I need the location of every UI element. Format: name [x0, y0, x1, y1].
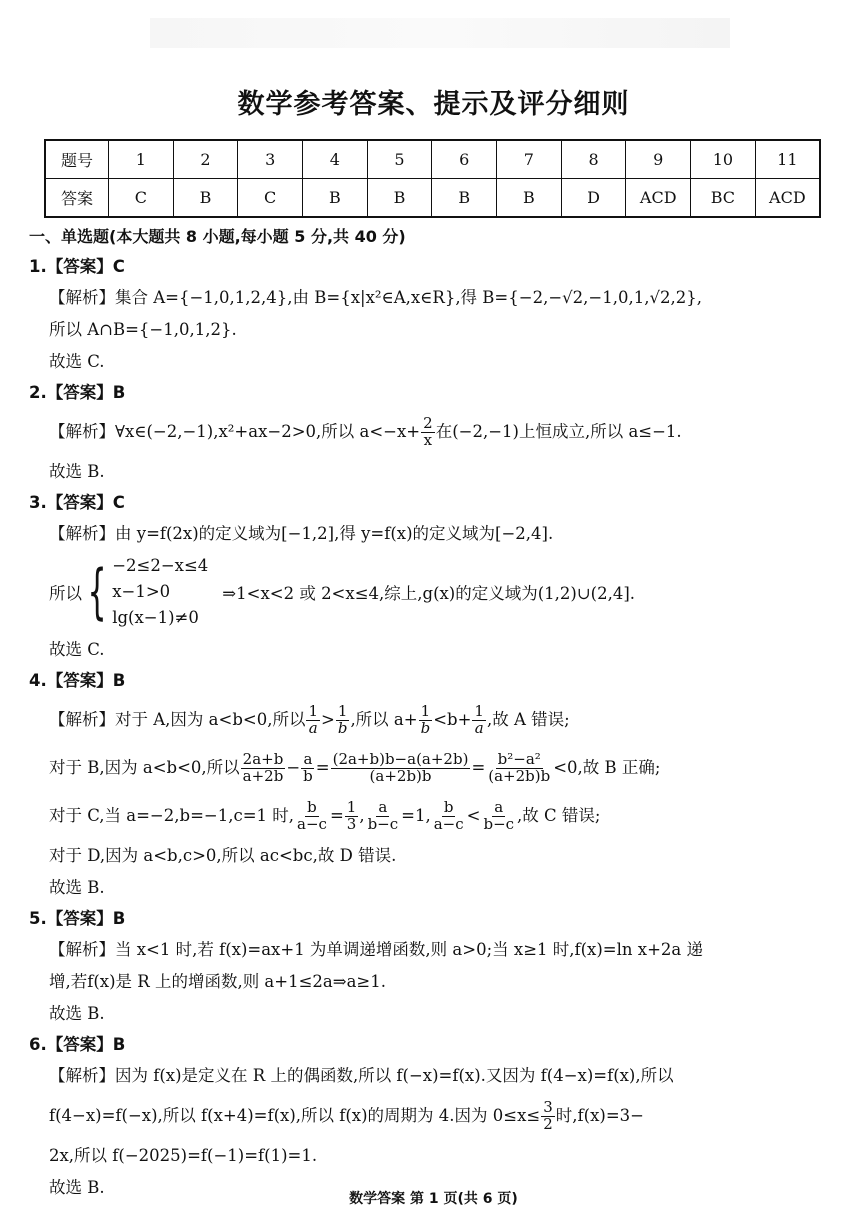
fraction: $\frac{1}{a}$: [308, 702, 318, 737]
numerator: 2: [423, 414, 433, 433]
answer-table: [44, 139, 821, 218]
inequality-system: [82, 553, 208, 631]
denominator: x: [423, 431, 433, 449]
row-label-answer: 答案: [45, 179, 109, 218]
q5-conclusion: 故选 B.: [49, 1004, 105, 1023]
table-row-numbers: [45, 140, 820, 179]
cell-number: 11: [755, 140, 820, 179]
text: 所以: [49, 584, 82, 603]
fraction: $\frac{3}{2}$: [543, 1098, 553, 1133]
q1-analysis-line: 【解析】集合 A={−1,0,1,2,4},由 B={x|x²∈A,x∈R},得 B={−2,−√2,−1,0,1,√2,2},: [49, 288, 702, 307]
cell-number: 3: [238, 140, 303, 179]
fraction: $\frac{a}{b-c}$: [367, 798, 399, 833]
page-footer: 数学答案 第 1 页(共 6 页): [349, 1191, 518, 1207]
q2-answer-heading: 2.【答案】B: [29, 383, 126, 402]
fraction: $\frac{b}{a-c}$: [297, 798, 327, 833]
section-heading: 一、单选题(本大题共 8 小题,每小题 5 分,共 40 分): [29, 227, 406, 246]
text: 【解析】∀x∈(−2,−1),x²+ax−2>0,所以 a<−x+: [49, 422, 421, 441]
row-label-number: 题号: [45, 140, 109, 179]
q2-analysis-line: [49, 408, 839, 456]
system-row: −2≤2−x≤4: [112, 556, 209, 575]
system-rows: [112, 553, 208, 631]
q5-analysis-line: 增,若f(x)是 R 上的增函数,则 a+1≤2a⇒a≥1.: [49, 972, 386, 991]
text: ⇒1<x<2 或 2<x≤4,综上,g(x)的定义域为(1,2)∪(2,4].: [222, 584, 636, 603]
cell-answer: BC: [691, 179, 756, 218]
cell-answer: C: [109, 179, 174, 218]
q6-analysis-line: 【解析】因为 f(x)是定义在 R 上的偶函数,所以 f(−x)=f(x).又因为 f(4−x)=f(x),所以: [49, 1066, 674, 1085]
cell-number: 2: [173, 140, 238, 179]
text: ,故 C 错误;: [517, 806, 601, 825]
text: >: [321, 710, 335, 729]
q4-option-d: 对于 D,因为 a<b,c>0,所以 ac<bc,故 D 错误.: [49, 846, 397, 865]
text: f(4−x)=f(−x),所以 f(x+4)=f(x),所以 f(x)的周期为 4.因为 0≤x≤: [49, 1106, 541, 1125]
fraction: $\frac{(2a+b)b-a(a+2b)}{(a+2b)b}$: [332, 750, 469, 785]
fraction: $\frac{1}{3}$: [346, 798, 357, 833]
cell-answer: ACD: [626, 179, 691, 218]
text: ,故 A 错误;: [486, 710, 570, 729]
cell-answer: B: [432, 179, 497, 218]
text: <b+: [433, 710, 472, 729]
fraction: $\frac{\text{b²−a²}}{(a+2b)b}$: [488, 750, 551, 785]
fraction: $\frac{1}{b}$: [337, 702, 348, 737]
page-title: 数学参考答案、提示及评分细则: [237, 89, 630, 120]
fraction: $\frac{a}{b-c}$: [483, 798, 515, 833]
text: 在(−2,−1)上恒成立,所以 a≤−1.: [435, 422, 682, 441]
q4-option-b: 对于 B,因为 a<b<0,所以 $\frac{2a+b}{a+2b}$ − $\frac{a}{b}$ = $\frac{(2a+b)b-a(a+2b)}{(a+2b)b}$ = $\frac{\text{b²−a²}}{(a+2b)b}$ <0,故 B 正确;: [49, 750, 661, 785]
q1-answer-heading: 1.【答案】C: [29, 257, 125, 276]
q1-conclusion: 故选 C.: [49, 352, 105, 371]
cell-answer: ACD: [755, 179, 820, 218]
q3-answer-heading: 3.【答案】C: [29, 493, 125, 512]
text: 【解析】对于 A,因为 a<b<0,所以: [49, 710, 306, 729]
q3-conclusion: 故选 C.: [49, 640, 105, 659]
table-row-answers: [45, 179, 820, 218]
q6-conclusion: 故选 B.: [49, 1178, 105, 1197]
q4-option-a: [49, 696, 839, 744]
q5-analysis-line: 【解析】当 x<1 时,若 f(x)=ax+1 为单调递增函数,则 a>0;当 x≥1 时,f(x)=ln x+2a 递: [49, 940, 703, 959]
fraction: $\frac{a}{b}$: [303, 750, 313, 785]
fraction: $\frac{b}{a-c}$: [433, 798, 464, 833]
fraction: $\frac{1}{b}$: [420, 702, 431, 737]
text: ,所以 a+: [350, 710, 418, 729]
system-row: lg(x−1)≠0: [112, 608, 199, 627]
cell-number: 5: [367, 140, 432, 179]
cell-number: 10: [691, 140, 756, 179]
cell-number: 7: [497, 140, 562, 179]
text: 对于 B,因为 a<b<0,所以: [49, 758, 240, 777]
cell-answer: D: [561, 179, 626, 218]
left-brace-icon: {: [87, 557, 107, 627]
cell-number: 9: [626, 140, 691, 179]
q6-analysis-line: [49, 1092, 839, 1140]
q2-conclusion: 故选 B.: [49, 462, 105, 481]
cell-answer: B: [173, 179, 238, 218]
cell-number: 8: [561, 140, 626, 179]
fraction: $\frac{2a+b}{a+2b}$: [242, 750, 284, 785]
cell-number: 1: [109, 140, 174, 179]
q1-analysis-line: 所以 A∩B={−1,0,1,2}.: [49, 320, 237, 339]
q4-conclusion: 故选 B.: [49, 878, 105, 897]
q3-system-line: [49, 550, 839, 634]
cell-answer: B: [367, 179, 432, 218]
cell-answer: B: [497, 179, 562, 218]
q6-answer-heading: 6.【答案】B: [29, 1035, 126, 1054]
q3-analysis-line: 【解析】由 y=f(2x)的定义域为[−1,2],得 y=f(x)的定义域为[−2,4].: [49, 524, 554, 543]
fraction: [421, 416, 435, 449]
q5-answer-heading: 5.【答案】B: [29, 909, 126, 928]
text: <0,故 B 正确;: [553, 758, 661, 777]
q6-analysis-line: 2x,所以 f(−2025)=f(−1)=f(1)=1.: [49, 1146, 318, 1165]
cell-number: 6: [432, 140, 497, 179]
text: 对于 C,当 a=−2,b=−1,c=1 时,: [49, 806, 295, 825]
solutions-body: [29, 222, 839, 1204]
q4-answer-heading: 4.【答案】B: [29, 671, 126, 690]
q4-option-c: 对于 C,当 a=−2,b=−1,c=1 时, $\frac{b}{a-c}$ = $\frac{1}{3}$ , $\frac{a}{b-c}$ =1, $\frac{b}{a-c}$ < $\frac{a}{b-c}$ ,故 C 错误;: [49, 798, 601, 833]
text: =1,: [401, 806, 431, 825]
text: 时,f(x)=3−: [555, 1106, 644, 1125]
system-row: x−1>0: [112, 582, 171, 601]
fraction: $\frac{1}{a}$: [474, 702, 484, 737]
cell-number: 4: [303, 140, 368, 179]
cell-answer: C: [238, 179, 303, 218]
faded-header-strip: [150, 18, 730, 48]
text: −: [286, 758, 301, 777]
cell-answer: B: [303, 179, 368, 218]
